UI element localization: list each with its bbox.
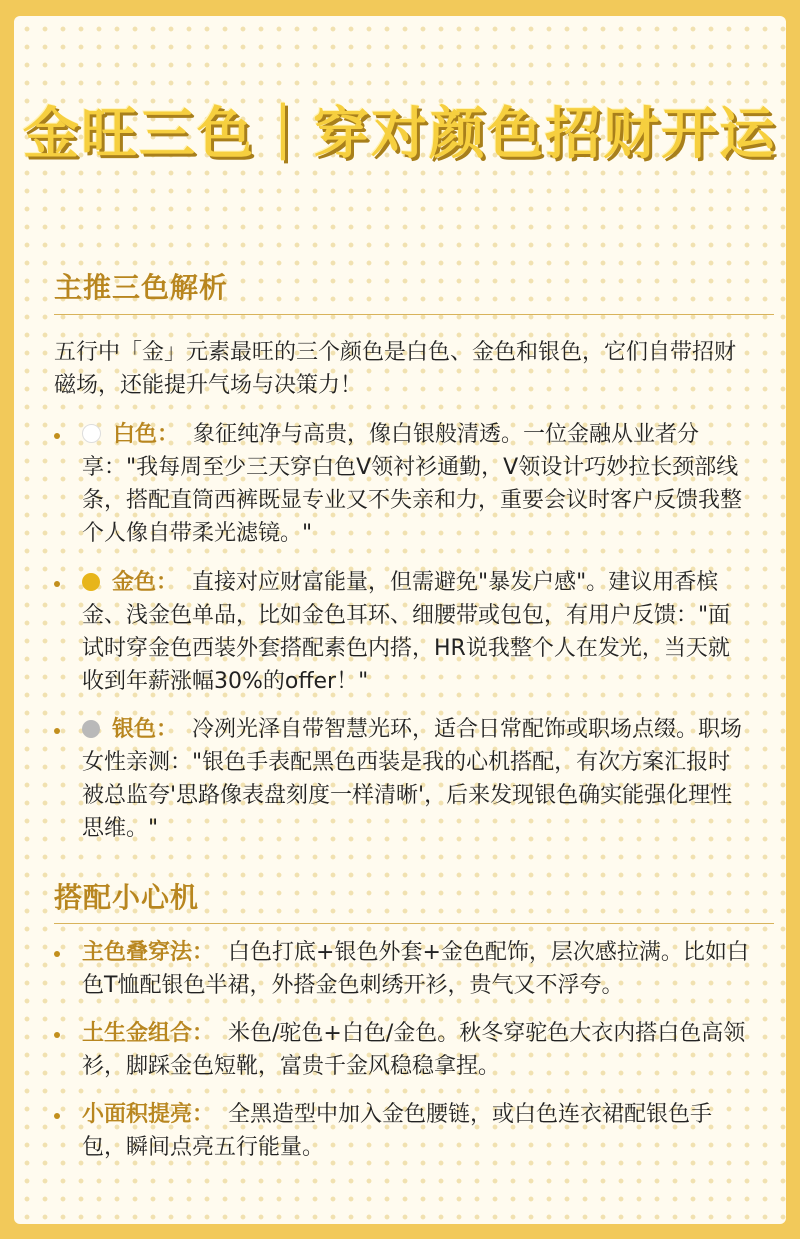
bullet-icon bbox=[54, 581, 60, 587]
list-item-layering bbox=[54, 936, 749, 1002]
gold-dot-icon bbox=[82, 573, 100, 591]
silver-dot-icon bbox=[82, 720, 100, 738]
bullet-icon bbox=[54, 728, 60, 734]
white-dot-icon bbox=[82, 424, 101, 443]
bullet-icon bbox=[54, 1032, 60, 1038]
page-title: 金旺三色｜穿对颜色招财开运 bbox=[23, 102, 777, 167]
item-label: 土生金组合： bbox=[82, 1021, 215, 1046]
list-item-gold bbox=[54, 566, 749, 698]
section-divider bbox=[54, 314, 774, 315]
item-text: 白色打底+银色外套+金色配饰，层次感拉满。比如白色T恤配银色半裙，外搭金色刺绣开衫，贵气又不浮夸。 bbox=[82, 940, 749, 998]
item-text: 米色/驼色+白色/金色。秋冬穿驼色大衣内搭白色高领衫，脚踩金色短靴，富贵千金风稳稳拿捏。 bbox=[82, 1021, 746, 1079]
item-text: 全黑造型中加入金色腰链，或白色连衣裙配银色手包，瞬间点亮五行能量。 bbox=[82, 1102, 713, 1160]
item-label: 银色： bbox=[112, 717, 179, 742]
section-heading-styling-tips: 搭配小心机 bbox=[54, 881, 200, 914]
item-label: 主色叠穿法： bbox=[82, 940, 215, 965]
list-item-earth-metal bbox=[54, 1017, 749, 1083]
item-text: 直接对应财富能量，但需避免"暴发户感"。建议用香槟金、浅金色单品，比如金色耳环、细腰带或包包，有用户反馈："面试时穿金色西装外套搭配素色内搭，HR说我整个人在发光，当天就收到年薪涨幅30%的offer！" bbox=[82, 570, 731, 694]
section-divider bbox=[54, 923, 774, 924]
item-text: 冷冽光泽自带智慧光环，适合日常配饰或职场点缀。职场女性亲测："银色手表配黑色西装是我的心机搭配，有次方案汇报时被总监夸'思路像表盘刻度一样清晰'，后来发现银色确实能强化理性思维。" bbox=[82, 717, 743, 841]
bullet-icon bbox=[54, 1113, 60, 1119]
item-label: 白色： bbox=[113, 422, 180, 447]
bullet-icon bbox=[54, 433, 60, 439]
item-label: 小面积提亮： bbox=[82, 1102, 215, 1127]
item-label: 金色： bbox=[112, 570, 179, 595]
section-heading-main-colors: 主推三色解析 bbox=[54, 271, 229, 304]
intro-paragraph: 五行中「金」元素最旺的三个颜色是白色、金色和银色，它们自带招财磁场，还能提升气场与决策力！ bbox=[54, 340, 737, 398]
item-text: 象征纯净与高贵，像白银般清透。一位金融从业者分享："我每周至少三天穿白色V领衬衫通勤，V领设计巧妙拉长颈部线条，搭配直筒西裤既显专业又不失亲和力，重要会议时客户反馈我整个人像自带柔光滤镜。" bbox=[82, 422, 743, 546]
list-item-white bbox=[54, 418, 749, 550]
bullet-icon bbox=[54, 951, 60, 957]
list-item-silver bbox=[54, 713, 749, 845]
list-item-accent bbox=[54, 1098, 749, 1164]
